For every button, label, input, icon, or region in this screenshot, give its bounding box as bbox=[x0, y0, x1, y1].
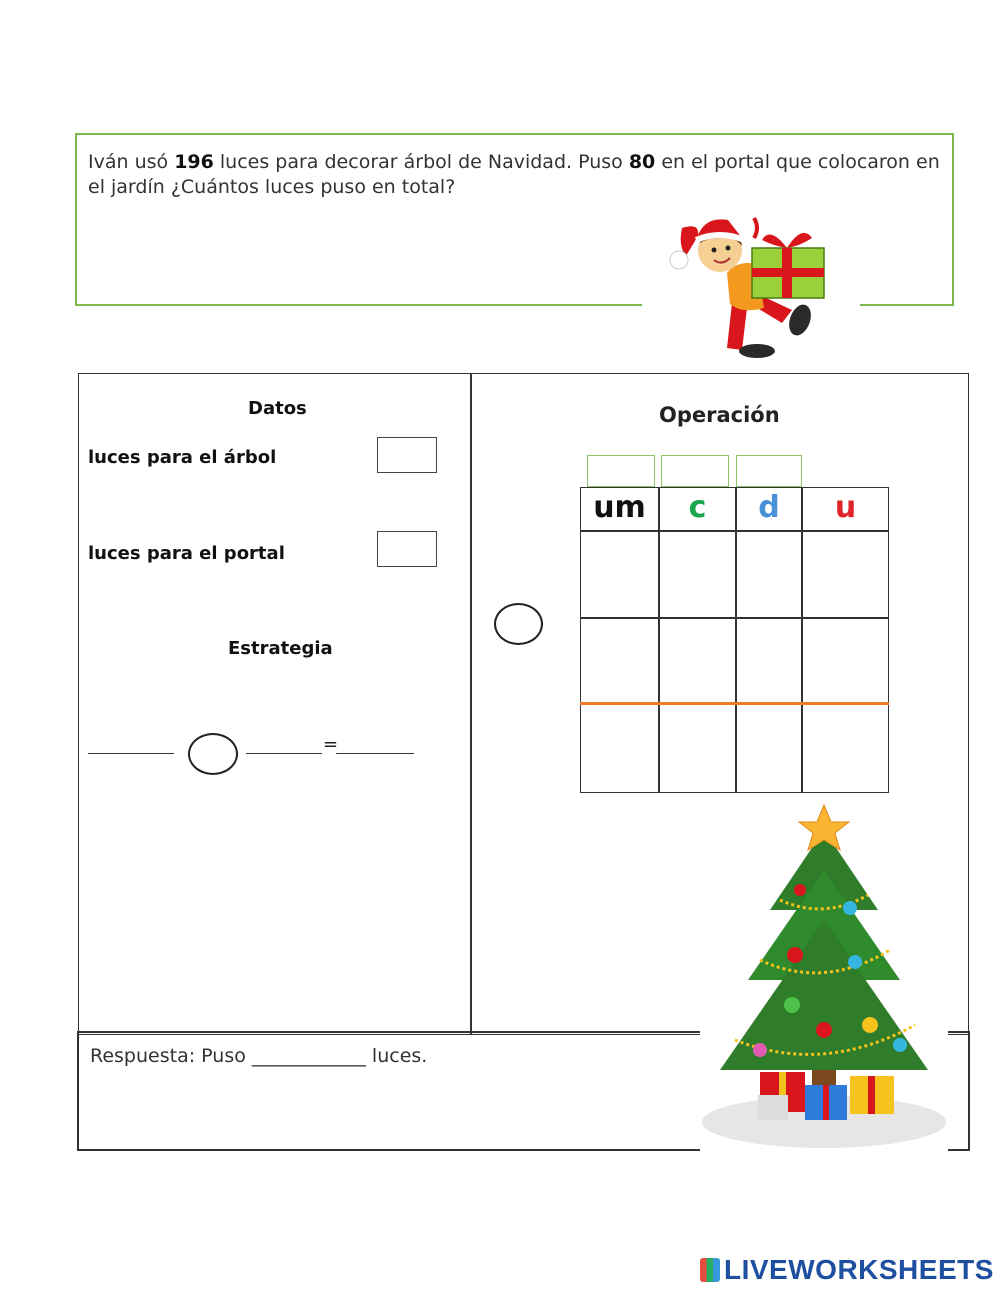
cell-r1-c[interactable] bbox=[659, 531, 736, 618]
portal-input[interactable] bbox=[377, 531, 437, 567]
operation-operator-circle[interactable] bbox=[494, 603, 543, 645]
estrategia-title: Estrategia bbox=[228, 638, 333, 659]
header-u-label: u bbox=[834, 490, 857, 525]
cell-r1-d[interactable] bbox=[736, 531, 802, 618]
problem-number-196: 196 bbox=[174, 151, 214, 173]
cell-r3-u[interactable] bbox=[802, 704, 889, 793]
boy-with-gift-icon bbox=[642, 198, 860, 363]
christmas-tree-icon bbox=[700, 800, 948, 1155]
answer-sentence bbox=[90, 1045, 427, 1067]
cell-r3-d[interactable] bbox=[736, 704, 802, 793]
liveworksheets-brand-text: LIVEWORKSHEETS bbox=[724, 1254, 994, 1285]
sum-line bbox=[580, 702, 889, 705]
header-u bbox=[802, 487, 889, 531]
label-luces-portal: luces para el portal bbox=[88, 543, 285, 564]
cell-r2-u[interactable] bbox=[802, 618, 889, 704]
liveworksheets-logo bbox=[700, 1255, 995, 1285]
strategy-result-blank[interactable] bbox=[336, 753, 414, 754]
carry-box-c[interactable] bbox=[661, 455, 729, 487]
strategy-blank-2[interactable] bbox=[246, 753, 322, 754]
header-d-label: d bbox=[758, 490, 780, 525]
header-c-label: c bbox=[688, 490, 707, 525]
carry-box-d[interactable] bbox=[736, 455, 802, 487]
cell-r2-c[interactable] bbox=[659, 618, 736, 704]
column-divider bbox=[470, 373, 472, 1035]
cell-r3-c[interactable] bbox=[659, 704, 736, 793]
answer-blank[interactable]: ____________ bbox=[251, 1045, 366, 1067]
answer-text-after: luces. bbox=[365, 1045, 428, 1067]
problem-text-2: luces para decorar árbol de Navidad. Puso bbox=[213, 151, 629, 173]
label-luces-arbol: luces para el árbol bbox=[88, 447, 277, 468]
datos-title: Datos bbox=[248, 398, 307, 419]
cell-r2-um[interactable] bbox=[580, 618, 659, 704]
problem-number-80: 80 bbox=[628, 151, 656, 173]
answer-text-before: Respuesta: Puso bbox=[90, 1045, 252, 1067]
cell-r3-um[interactable] bbox=[580, 704, 659, 793]
liveworksheets-logo-icon bbox=[700, 1258, 720, 1282]
problem-text-3: en el portal que colocaron en el jardín ¿Cuántos luces puso en total? bbox=[88, 151, 940, 198]
strategy-equals: = bbox=[323, 734, 339, 755]
problem-statement bbox=[88, 150, 948, 200]
arbol-input[interactable] bbox=[377, 437, 437, 473]
problem-text-1: Iván usó bbox=[88, 151, 175, 173]
header-um bbox=[580, 487, 659, 531]
cell-r1-u[interactable] bbox=[802, 531, 889, 618]
strategy-blank-1[interactable] bbox=[88, 753, 174, 754]
operacion-title: Operación bbox=[659, 403, 780, 427]
header-c bbox=[659, 487, 736, 531]
header-d bbox=[736, 487, 802, 531]
cell-r1-um[interactable] bbox=[580, 531, 659, 618]
header-um-label: um bbox=[593, 490, 646, 525]
cell-r2-d[interactable] bbox=[736, 618, 802, 704]
strategy-operator-circle[interactable] bbox=[188, 733, 238, 775]
carry-box-um[interactable] bbox=[587, 455, 655, 487]
